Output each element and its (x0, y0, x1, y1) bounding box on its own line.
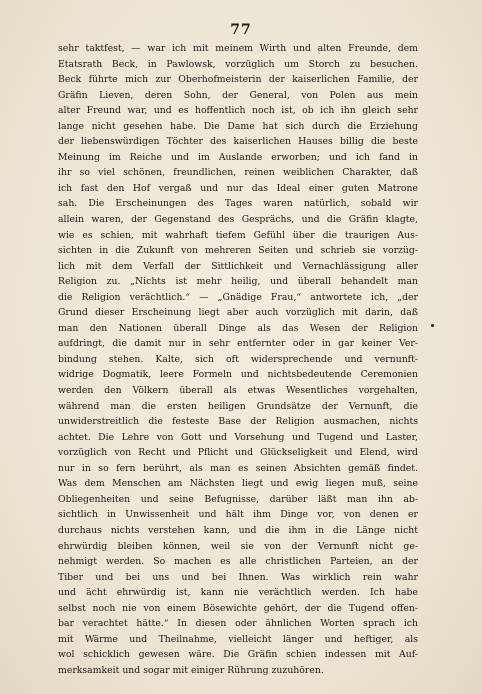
text-line: nehmigt werden. So machen es alle christlichen Parteien, an der (58, 556, 418, 568)
text-line: Religion zu. „Nichts ist mehr heilig, und überall behandelt man (58, 276, 418, 288)
text-line: nur in so fern berührt, als man es seinen Absichten gemäß findet. (58, 462, 418, 474)
text-line: ihr so viel schönen, freundlichen, reinen weiblichen Charakter, daß (58, 167, 418, 179)
text-line: werden den Völkern überall als etwas Wesentliches vorgehalten, (58, 385, 418, 397)
text-line: Gräfin Lieven, deren Sohn, der General, von Polen aus mein (58, 89, 418, 101)
text-line: man den Nationen überall Dinge als das Wesen der Religion (58, 322, 418, 334)
text-line: bindung stehen. Kalte, sich oft widersprechende und vernunft- (58, 353, 418, 365)
text-line: ich fast den Hof vergaß und nur das Ideal einer guten Matrone (58, 182, 418, 194)
ink-speck (431, 324, 434, 327)
text-line: lange nicht gesehen habe. Die Dame hat sich durch die Erziehung (58, 120, 418, 132)
text-line: wol schicklich gewesen wäre. Die Gräfin schien indessen mit Auf- (58, 649, 418, 661)
text-line: widrige Dogmatik, leere Formeln und nichtsbedeutende Ceremonien (58, 369, 418, 381)
text-line: unwiderstreitlich die festeste Base der Religion ausmachen, nichts (58, 416, 418, 428)
text-line: Tiber und bei uns und bei Ihnen. Was wirklich rein wahr (58, 571, 418, 583)
text-line: aufdringt, die damit nur in sehr entfernter oder in gar keiner Ver- (58, 338, 418, 350)
text-line: Beck führte mich zur Oberhofmeisterin der kaiserlichen Familie, der (58, 74, 418, 86)
text-line: Grund dieser Erscheinung liegt aber auch vorzüglich mit darin, daß (58, 307, 418, 319)
text-line: achtet. Die Lehre von Gott und Vorsehung und Tugend und Laster, (58, 431, 418, 443)
text-line: der liebenswürdigen Töchter des kaiserlichen Hauses billig die beste (58, 136, 418, 148)
text-line: mit Wärme und Theilnahme, vielleicht länger und heftiger, als (58, 633, 418, 645)
text-line: lich mit dem Verfall der Sittlichkeit und Vernachlässigung aller (58, 260, 418, 272)
text-line: sichtlich in Unwissenheit und hält ihm Dinge vor, von denen er (58, 509, 418, 521)
text-line: wie es schien, mit wahrhaft tiefem Gefühl über die traurigen Aus- (58, 229, 418, 241)
text-line: und ächt ehrwürdig ist, kann nie verächtlich werden. Ich habe (58, 587, 418, 599)
text-line: Was dem Menschen am Nächsten liegt und ewig liegen muß, seine (58, 478, 418, 490)
body-text (58, 41, 418, 678)
text-line: sichten in die Zukunft von mehreren Seiten und schrieb sie vorzüg- (58, 245, 418, 257)
text-line: Obliegenheiten und seine Befugnisse, darüber läßt man ihn ab- (58, 493, 418, 505)
text-line: durchaus nichts verstehen kann, und die ihm in die Länge nicht (58, 524, 418, 536)
text-line: sehr taktfest, — war ich mit meinem Wirth und alten Freunde, dem (58, 43, 418, 54)
text-line: sah. Die Erscheinungen des Tages waren natürlich, sobald wir (58, 198, 418, 210)
text-line: bar verachtet hätte.“ In diesen oder ähnlichen Worten sprach ich (58, 618, 418, 630)
text-line: vorzüglich von Recht und Pflicht und Glückseligkeit und Elend, wird (58, 447, 418, 459)
text-line: allein waren, der Gegenstand des Gesprächs, und die Gräfin klagte, (58, 214, 418, 226)
text-line: Meinung im Reiche und im Auslande erworben; und ich fand in (58, 151, 418, 163)
text-line: während man die ersten heiligen Grundsätze der Vernunft, die (58, 400, 418, 412)
text-line: die Religion verächtlich.“ — „Gnädige Frau,“ antwortete ich, „der (58, 291, 418, 303)
text-line: ehrwürdig bleiben können, weil sie von der Vernunft nicht ge- (58, 540, 418, 552)
text-line: selbst noch nie von einem Bösewichte gehört, der die Tugend offen- (58, 602, 418, 614)
text-line: Etatsrath Beck, in Pawlowsk, vorzüglich um Storch zu besuchen. (58, 58, 418, 70)
page-number: 77 (230, 22, 252, 38)
text-line: alter Freund war, und es hoffentlich noch ist, ob ich ihn gleich sehr (58, 105, 418, 117)
text-line: merksamkeit und sogar mit einiger Rührung zuzuhören. (58, 664, 324, 676)
